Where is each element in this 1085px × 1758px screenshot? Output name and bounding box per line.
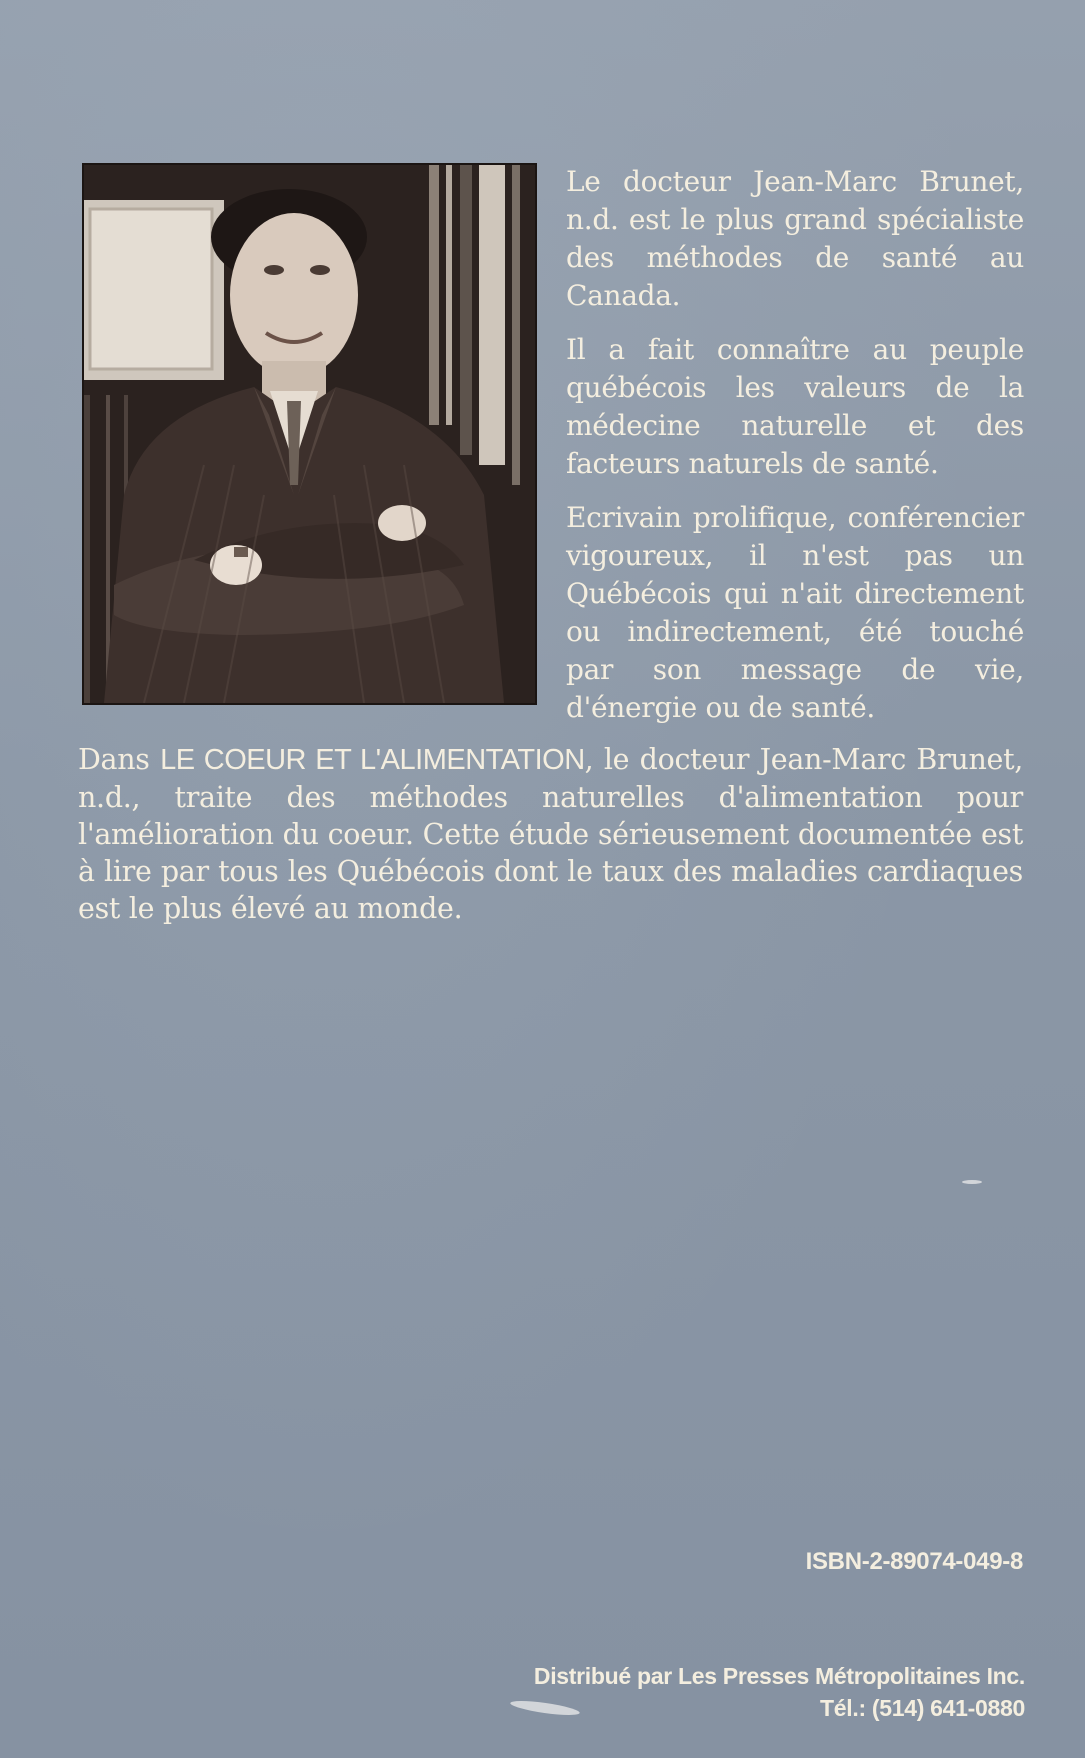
author-photo (82, 163, 537, 705)
summary-text: , le docteur Jean-Marc Brunet, n.d., traite des méthodes naturelles d'alimentation pour l'amélioration du coeur. Cette étude sérieusement documentée est à lire par tous les Québécois dont le taux des maladies cardiaques est le plus élevé au monde. (78, 743, 1023, 925)
distribution-info (534, 1660, 1025, 1724)
bio-paragraph: Ecrivain prolifique, conférencier vigoureux, il n'est pas un Québécois qui n'ait directement ou indirectement, été touché par son message de vie, d'énergie ou de santé. (566, 501, 1024, 724)
isbn: ISBN-2-89074-049-8 (805, 1548, 1023, 1575)
bio-paragraph: Il a fait connaître au peuple québécois les valeurs de la médecine naturelle et des facteurs naturels de santé. (566, 333, 1024, 480)
cover-scuff (962, 1180, 982, 1184)
book-title: LE COEUR ET L'ALIMENTATION (160, 744, 585, 776)
distributor-name: Distribué par Les Presses Métropolitaines Inc. (533, 1663, 1025, 1689)
author-bio (566, 163, 1024, 743)
summary-lead: Dans (78, 743, 161, 776)
book-summary (78, 741, 1023, 927)
distributor-phone: Tél.: (514) 641-0880 (820, 1695, 1025, 1721)
bio-paragraph: Le docteur Jean-Marc Brunet, n.d. est le plus grand spécialiste des méthodes de santé au Canada. (566, 165, 1024, 312)
